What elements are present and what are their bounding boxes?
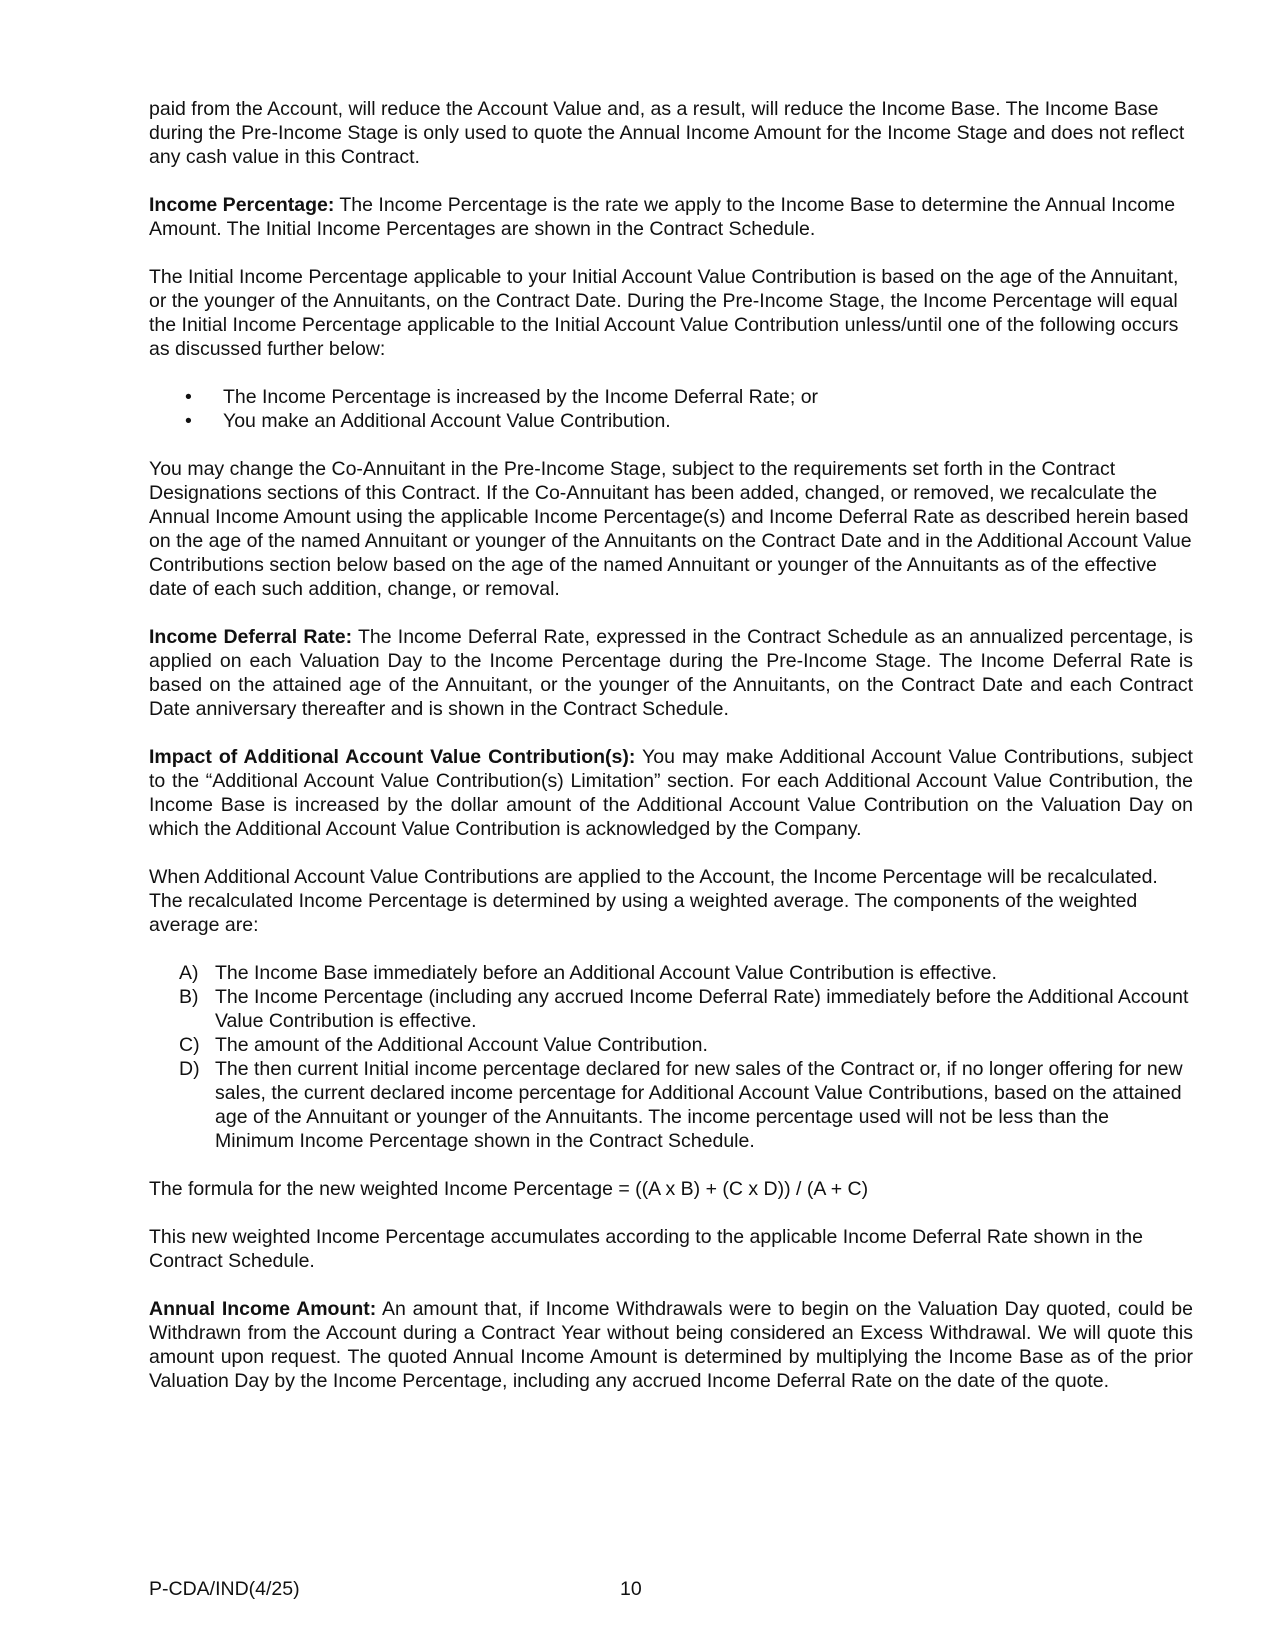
impact-paragraph [149,745,1193,841]
list-item: • You make an Additional Account Value Contribution. [185,410,671,432]
bullet-icon: • [185,386,192,408]
formula-paragraph: The formula for the new weighted Income Percentage = ((A x B) + (C x D)) / (A + C) [149,1178,869,1200]
co-annuitant-paragraph: You may change the Co-Annuitant in the Pre-Income Stage, subject to the requirements set forth in the Contract Designations sections of this Contract. If the Co-Annuitant has been added, changed, or removed, we recalculate the Annual Income Amount using the applicable Income Percentage(s) and Income Deferral Rate as described herein based on the age of the named Annuitant or younger of the Annuitants on the Contract Date and in the Additional Account Value Contributions section below based on the age of the named Annuitant or younger of the Annuitants as of the effective date of each such addition, change, or removal. [149,458,1192,600]
income-deferral-rate-term: Income Deferral Rate: [149,626,353,648]
footer-form-code: P-CDA/IND(4/25) [149,1578,300,1600]
income-deferral-rate-paragraph [149,625,1193,721]
list-item: B) The Income Percentage (including any accrued Income Deferral Rate) immediately before the Additional Account Value Contribution is effective. [179,986,1189,1032]
initial-income-paragraph: The Initial Income Percentage applicable to your Initial Account Value Contribution is based on the age of the Annuitant, or the younger of the Annuitants, on the Contract Date. During the Pre-Income Stage, the Income Percentage will equal the Initial Income Percentage applicable to the Initial Account Value Contribution unless/until one of the following occurs as discussed further below: [149,266,1179,360]
list-item: D) The then current Initial income percentage declared for new sales of the Contract or, if no longer offering for new sales, the current declared income percentage for Additional Account Value Contributions, based on the attained age of the Annuitant or younger of the Annuitants. The income percentage used will not be less than the Minimum Income Percentage shown in the Contract Schedule. [179,1058,1183,1152]
list-item: A) The Income Base immediately before an Additional Account Value Contribution is effective. [179,962,997,984]
impact-text: You may make Additional Account Value Contributions, subject to the “Additional Account Value Contribution(s) Limitation” section. For each Additional Account Value Contribution, the Income Base is increased by the dollar amount of the Additional Account Value Contribution on the Valuation Day on which the Additional Account Value Contribution is acknowledged by the Company. [149,746,1193,840]
income-deferral-rate-text: The Income Deferral Rate, expressed in the Contract Schedule as an annualized percentage, is applied on each Valuation Day to the Income Percentage during the Pre-Income Stage. The Income Deferral Rate is based on the attained age of the Annuitant, or the younger of the Annuitants, on the Contract Date and each Contract Date anniversary thereafter and is shown in the Contract Schedule. [149,626,1193,720]
components-list [149,961,1193,1153]
income-percentage-term: Income Percentage: [149,194,335,216]
annual-income-paragraph [149,1297,1193,1393]
document-page [149,97,1193,1417]
income-percentage-text: The Income Percentage is the rate we apply to the Income Base to determine the Annual Income Amount. The Initial Income Percentages are shown in the Contract Schedule. [149,194,1176,240]
list-item: C) The amount of the Additional Account Value Contribution. [179,1034,708,1056]
footer-page-number: 10 [620,1578,642,1600]
income-percentage-paragraph [149,193,1193,241]
list-item: • The Income Percentage is increased by the Income Deferral Rate; or [185,386,819,408]
annual-income-term: Annual Income Amount: [149,1298,377,1320]
conditions-list [149,385,1193,433]
bullet-icon: • [185,410,192,432]
annual-income-text: An amount that, if Income Withdrawals were to begin on the Valuation Day quoted, could be Withdrawn from the Account during a Contract Year without being considered an Excess Withdrawal. We will quote this amount upon request. The quoted Annual Income Amount is determined by multiplying the Income Base as of the prior Valuation Day by the Income Percentage, including any accrued Income Deferral Rate on the date of the quote. [149,1298,1193,1392]
weighted-intro-paragraph: When Additional Account Value Contributions are applied to the Account, the Income Percentage will be recalculated. The recalculated Income Percentage is determined by using a weighted average. The components of the weighted average are: [149,866,1158,936]
intro-paragraph: paid from the Account, will reduce the Account Value and, as a result, will reduce the Income Base. The Income Base during the Pre-Income Stage is only used to quote the Annual Income Amount for the Income Stage and does not reflect any cash value in this Contract. [149,98,1185,168]
accumulates-paragraph: This new weighted Income Percentage accumulates according to the applicable Income Deferral Rate shown in the Contract Schedule. [149,1226,1143,1272]
impact-term: Impact of Additional Account Value Contribution(s): [149,746,636,768]
